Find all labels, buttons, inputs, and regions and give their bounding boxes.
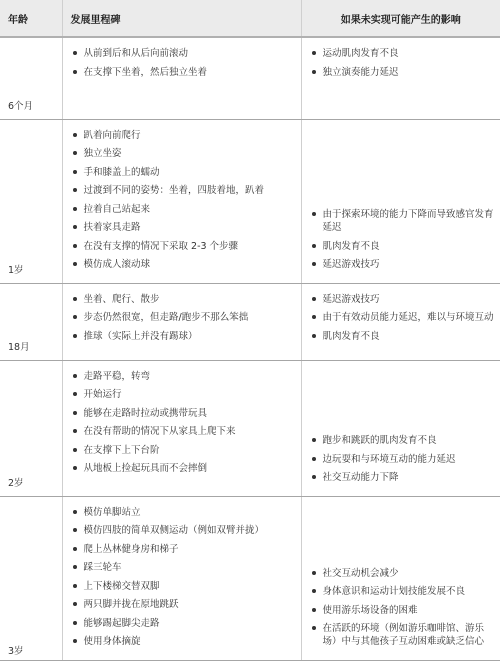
list-item: 身体意识和运动计划技能发展不良	[310, 585, 495, 598]
list-item: 在支撑下上下台阶	[71, 444, 295, 457]
list-item: 肌肉发育不良	[310, 330, 495, 343]
effects-cell	[301, 119, 500, 283]
list-item: 使用身体摘旋	[71, 635, 295, 648]
list-item: 跑步和跳跃的肌肉发育不良	[310, 434, 495, 447]
list-item: 手和膝盖上的蠕动	[71, 166, 295, 179]
milestones-cell	[62, 37, 301, 119]
list-item: 扶着家具走路	[71, 221, 295, 234]
effects-list	[302, 558, 500, 660]
milestones-list	[63, 284, 301, 355]
table-row-3-years	[0, 496, 500, 660]
age-cell: 6个月	[0, 37, 62, 119]
list-item: 拉着自己站起来	[71, 203, 295, 216]
milestones-cell	[62, 360, 301, 496]
header-milestones: 发展里程碑	[62, 0, 301, 37]
effects-list	[302, 199, 500, 283]
list-item: 独立坐姿	[71, 147, 295, 160]
effects-list	[302, 284, 500, 355]
list-item: 上下楼梯交替双脚	[71, 580, 295, 593]
list-item: 在活跃的环境（例如游乐咖啡馆、游乐场）中与其他孩子互动困难或缺乏信心	[310, 622, 495, 648]
list-item: 从前到后和从后向前滚动	[71, 47, 295, 60]
list-item: 步态仍然很宽，但走路/跑步不那么笨拙	[71, 311, 295, 324]
list-item: 走路平稳，转弯	[71, 370, 295, 383]
list-item: 开始运行	[71, 388, 295, 401]
age-cell: 2岁	[0, 360, 62, 496]
table-row-1-year	[0, 119, 500, 283]
milestones-list	[63, 497, 301, 660]
table-row-18-months	[0, 283, 500, 360]
age-cell: 1岁	[0, 119, 62, 283]
milestones-cell	[62, 119, 301, 283]
age-cell: 18月	[0, 283, 62, 360]
list-item: 延迟游戏技巧	[310, 258, 495, 271]
list-item: 爬上丛林健身房和梯子	[71, 543, 295, 556]
list-item: 从地板上捡起玩具而不会摔倒	[71, 462, 295, 475]
list-item: 由于有效动员能力延迟，难以与环境互动	[310, 311, 495, 324]
effects-list	[302, 38, 500, 90]
list-item: 模仿成人滚动球	[71, 258, 295, 271]
list-item: 运动肌肉发育不良	[310, 47, 495, 60]
milestones-list	[63, 120, 301, 283]
list-item: 延迟游戏技巧	[310, 293, 495, 306]
list-item: 趴着向前爬行	[71, 129, 295, 142]
effects-cell	[301, 360, 500, 496]
header-age: 年龄	[0, 0, 62, 37]
list-item: 在没有支撑的情况下采取 2-3 个步骤	[71, 240, 295, 253]
milestones-list	[63, 38, 301, 90]
milestones-cell	[62, 496, 301, 660]
effects-cell	[301, 283, 500, 360]
list-item: 过渡到不同的姿势：坐着，四肢着地，趴着	[71, 184, 295, 197]
effects-list	[302, 425, 500, 496]
list-item: 社交互动机会减少	[310, 567, 495, 580]
list-item: 能够踢起脚尖走路	[71, 617, 295, 630]
list-item: 肌肉发育不良	[310, 240, 495, 253]
list-item: 两只脚并拢在原地跳跃	[71, 598, 295, 611]
table-row-6-months	[0, 37, 500, 119]
table-row-2-years	[0, 360, 500, 496]
milestones-list	[63, 361, 301, 487]
list-item: 能够在走路时拉动或携带玩具	[71, 407, 295, 420]
effects-cell	[301, 37, 500, 119]
list-item: 使用游乐场设备的困难	[310, 604, 495, 617]
list-item: 推球（实际上并没有踢球）	[71, 330, 295, 343]
list-item: 模仿四肢的简单双侧运动（例如双臂并拢）	[71, 524, 295, 537]
list-item: 边玩耍和与环境互动的能力延迟	[310, 453, 495, 466]
list-item: 在支撑下坐着，然后独立坐着	[71, 66, 295, 79]
effects-cell	[301, 496, 500, 660]
list-item: 在没有帮助的情况下从家具上爬下来	[71, 425, 295, 438]
age-cell: 3岁	[0, 496, 62, 660]
list-item: 坐着、爬行、散步	[71, 293, 295, 306]
table-header-row	[0, 0, 500, 37]
list-item: 由于探索环境的能力下降而导致感官发育延迟	[310, 208, 495, 234]
list-item: 独立演奏能力延迟	[310, 66, 495, 79]
list-item: 模仿单脚站立	[71, 506, 295, 519]
header-effects: 如果未实现可能产生的影响	[301, 0, 500, 37]
list-item: 踩三轮车	[71, 561, 295, 574]
list-item: 社交互动能力下降	[310, 471, 495, 484]
milestones-cell	[62, 283, 301, 360]
